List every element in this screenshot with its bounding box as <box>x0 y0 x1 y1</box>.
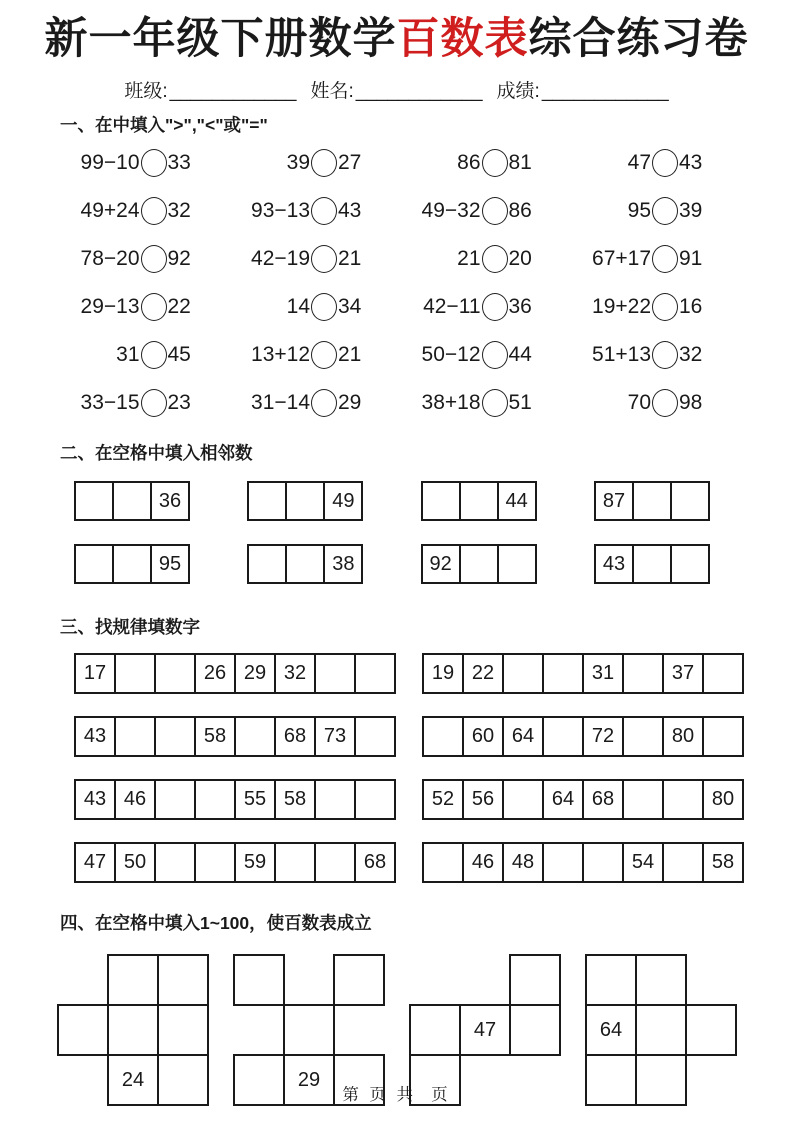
fill-cell[interactable] <box>194 779 236 820</box>
left-operand: 14 <box>286 294 310 318</box>
number-strip <box>421 481 537 521</box>
fill-cell[interactable] <box>662 779 704 820</box>
answer-circle[interactable] <box>311 245 337 273</box>
shape-gap <box>686 955 736 1005</box>
answer-circle[interactable] <box>141 197 167 225</box>
fill-cell[interactable] <box>112 544 152 584</box>
fill-cell[interactable] <box>622 716 664 757</box>
given-number-cell: 24 <box>108 1055 158 1105</box>
right-operand: 27 <box>338 150 362 174</box>
number-strip <box>74 544 190 584</box>
comparison-problem <box>234 197 405 224</box>
left-operand: 51+13 <box>592 342 651 366</box>
given-number-cell: 80 <box>662 716 704 757</box>
pattern-rows <box>0 653 793 883</box>
given-number-cell: 80 <box>702 779 744 820</box>
fill-cell[interactable] <box>285 481 325 521</box>
given-number-cell: 36 <box>150 481 190 521</box>
given-number-cell: 58 <box>194 716 236 757</box>
given-number-cell: 95 <box>150 544 190 584</box>
left-operand: 39 <box>286 150 310 174</box>
adjacent-number-row <box>74 544 710 584</box>
left-operand: 31 <box>116 342 140 366</box>
comparison-problem <box>63 245 234 272</box>
comparison-problem <box>63 197 234 224</box>
comparison-problem <box>234 149 405 176</box>
given-number-cell: 46 <box>114 779 156 820</box>
given-number-cell: 58 <box>702 842 744 883</box>
right-operand: 33 <box>167 150 191 174</box>
adjacent-number-rows <box>0 481 793 584</box>
number-strip <box>421 544 537 584</box>
right-operand: 32 <box>679 342 703 366</box>
right-operand: 43 <box>338 198 362 222</box>
fill-cell[interactable] <box>114 716 156 757</box>
given-number-cell: 38 <box>323 544 363 584</box>
given-number-cell: 17 <box>74 653 116 694</box>
shape-gap <box>284 955 334 1005</box>
given-number-cell: 72 <box>582 716 624 757</box>
left-operand: 29−13 <box>80 294 140 318</box>
left-operand: 93−13 <box>251 198 310 222</box>
left-operand: 47 <box>627 150 651 174</box>
name-field <box>310 76 482 103</box>
given-number-cell: 56 <box>462 779 504 820</box>
answer-circle[interactable] <box>482 197 508 225</box>
left-operand: 13+12 <box>251 342 310 366</box>
left-operand: 19+22 <box>592 294 651 318</box>
fill-cell[interactable] <box>582 842 624 883</box>
fill-cell[interactable] <box>314 842 356 883</box>
left-operand: 99−10 <box>80 150 140 174</box>
fill-cell[interactable] <box>108 955 158 1005</box>
page-footer: 第 页 共 页 <box>342 1086 451 1104</box>
number-strip <box>422 716 744 757</box>
fill-cell[interactable] <box>354 779 396 820</box>
fill-cell[interactable] <box>154 716 196 757</box>
given-number-cell: 47 <box>460 1005 510 1055</box>
answer-circle[interactable] <box>311 389 337 417</box>
fill-cell[interactable] <box>622 779 664 820</box>
fill-cell[interactable] <box>158 1005 208 1055</box>
fill-cell[interactable] <box>636 1005 686 1055</box>
section-four-heading: 四、在空格中填入1~100，使百数表成立 <box>60 913 372 934</box>
given-number-cell: 68 <box>354 842 396 883</box>
fill-cell[interactable] <box>502 779 544 820</box>
given-number-cell: 29 <box>284 1055 334 1105</box>
fill-cell[interactable] <box>158 955 208 1005</box>
answer-circle[interactable] <box>141 389 167 417</box>
right-operand: 86 <box>508 198 532 222</box>
fill-cell[interactable] <box>632 544 672 584</box>
answer-circle[interactable] <box>311 293 337 321</box>
answer-circle[interactable] <box>652 245 678 273</box>
comparison-problem <box>404 293 575 320</box>
given-number-cell: 64 <box>502 716 544 757</box>
comparison-problem <box>63 341 234 368</box>
shape-gap <box>234 1005 284 1055</box>
right-operand: 45 <box>167 342 191 366</box>
answer-circle[interactable] <box>652 389 678 417</box>
right-operand: 29 <box>338 390 362 414</box>
right-operand: 23 <box>167 390 191 414</box>
comparison-problem <box>575 149 746 176</box>
pattern-row <box>74 716 744 757</box>
answer-circle[interactable] <box>311 341 337 369</box>
fill-cell[interactable] <box>421 481 461 521</box>
comparison-problem <box>234 293 405 320</box>
answer-circle[interactable] <box>652 341 678 369</box>
left-operand: 38+18 <box>421 390 481 414</box>
right-operand: 43 <box>679 150 703 174</box>
comparison-problem <box>575 341 746 368</box>
given-number-cell: 37 <box>662 653 704 694</box>
answer-circle[interactable] <box>482 245 508 273</box>
fill-cell[interactable] <box>114 653 156 694</box>
right-operand: 98 <box>679 390 703 414</box>
fill-cell[interactable] <box>662 842 704 883</box>
fill-cell[interactable] <box>285 544 325 584</box>
given-number-cell: 55 <box>234 779 276 820</box>
fill-cell[interactable] <box>622 653 664 694</box>
comparison-problem <box>404 149 575 176</box>
given-number-cell: 87 <box>594 481 634 521</box>
right-operand: 32 <box>167 198 191 222</box>
left-operand: 86 <box>457 150 481 174</box>
given-number-cell: 43 <box>74 779 116 820</box>
fill-cell[interactable] <box>334 955 384 1005</box>
fill-cell[interactable] <box>670 481 710 521</box>
given-number-cell: 49 <box>323 481 363 521</box>
fill-cell[interactable] <box>459 544 499 584</box>
fill-cell[interactable] <box>702 653 744 694</box>
fill-cell[interactable] <box>154 653 196 694</box>
comparison-problem <box>575 389 746 416</box>
answer-circle[interactable] <box>141 341 167 369</box>
right-operand: 22 <box>167 294 191 318</box>
number-strip <box>74 481 190 521</box>
fill-cell[interactable] <box>410 1005 460 1055</box>
left-operand: 31−14 <box>251 390 310 414</box>
right-operand: 16 <box>679 294 703 318</box>
comparison-problem <box>404 341 575 368</box>
left-operand: 70 <box>627 390 651 414</box>
number-strip <box>74 653 396 694</box>
answer-circle[interactable] <box>141 149 167 177</box>
comparison-problem <box>234 341 405 368</box>
comparison-problem <box>575 245 746 272</box>
fill-cell[interactable] <box>702 716 744 757</box>
answer-circle[interactable] <box>311 149 337 177</box>
fill-cell[interactable] <box>74 544 114 584</box>
given-number-cell: 68 <box>274 716 316 757</box>
given-number-cell: 50 <box>114 842 156 883</box>
answer-circle[interactable] <box>652 197 678 225</box>
class-blank[interactable]: ____________ <box>169 81 297 103</box>
right-operand: 21 <box>338 342 362 366</box>
comparison-problem <box>234 389 405 416</box>
pattern-row <box>74 842 744 883</box>
given-number-cell: 48 <box>502 842 544 883</box>
given-number-cell: 29 <box>234 653 276 694</box>
given-number-cell: 73 <box>314 716 356 757</box>
fill-cell[interactable] <box>194 842 236 883</box>
fill-cell[interactable] <box>510 1005 560 1055</box>
comparison-problem <box>63 389 234 416</box>
fill-cell[interactable] <box>497 544 537 584</box>
right-operand: 34 <box>338 294 362 318</box>
given-number-cell: 58 <box>274 779 316 820</box>
answer-circle[interactable] <box>652 293 678 321</box>
right-operand: 36 <box>508 294 532 318</box>
given-number-cell: 60 <box>462 716 504 757</box>
left-operand: 78−20 <box>80 246 140 270</box>
fill-cell[interactable] <box>247 544 287 584</box>
given-number-cell: 44 <box>497 481 537 521</box>
fill-cell[interactable] <box>422 842 464 883</box>
fill-cell[interactable] <box>234 716 276 757</box>
right-operand: 39 <box>679 198 703 222</box>
comparison-problem <box>575 293 746 320</box>
class-label: 班级: <box>124 81 168 103</box>
comparison-problem <box>404 245 575 272</box>
fill-cell[interactable] <box>234 955 284 1005</box>
section-two-heading: 二、在空格中填入相邻数 <box>60 443 253 464</box>
comparison-problem <box>404 197 575 224</box>
given-number-cell: 31 <box>582 653 624 694</box>
answer-circle[interactable] <box>482 341 508 369</box>
answer-circle[interactable] <box>141 245 167 273</box>
left-operand: 49+24 <box>80 198 140 222</box>
comparison-problem <box>575 197 746 224</box>
fill-cell[interactable] <box>542 716 584 757</box>
answer-circle[interactable] <box>311 197 337 225</box>
fill-cell[interactable] <box>586 955 636 1005</box>
left-operand: 49−32 <box>421 198 481 222</box>
number-strip <box>247 481 363 521</box>
answer-circle[interactable] <box>482 389 508 417</box>
fill-cell[interactable] <box>636 955 686 1005</box>
answer-circle[interactable] <box>482 149 508 177</box>
comparison-problem <box>404 389 575 416</box>
given-number-cell: 43 <box>594 544 634 584</box>
right-operand: 92 <box>167 246 191 270</box>
comparison-problem <box>234 245 405 272</box>
fill-cell[interactable] <box>154 842 196 883</box>
section-one-heading: 一、在中填入">","<"或"=" <box>60 115 268 136</box>
answer-circle[interactable] <box>482 293 508 321</box>
given-number-cell: 92 <box>421 544 461 584</box>
left-operand: 67+17 <box>592 246 651 270</box>
left-operand: 95 <box>627 198 651 222</box>
given-number-cell: 52 <box>422 779 464 820</box>
shape-gap <box>58 955 108 1005</box>
right-operand: 91 <box>679 246 703 270</box>
fill-cell[interactable] <box>510 955 560 1005</box>
number-strip <box>422 842 744 883</box>
left-operand: 50−12 <box>421 342 481 366</box>
left-operand: 21 <box>457 246 481 270</box>
section-three-heading: 三、找规律填数字 <box>60 617 200 638</box>
fill-cell[interactable] <box>284 1005 334 1055</box>
title-highlight: 百数表 <box>396 15 529 63</box>
fill-cell[interactable] <box>459 481 499 521</box>
fill-cell[interactable] <box>314 653 356 694</box>
class-field <box>124 76 296 103</box>
fill-cell[interactable] <box>422 716 464 757</box>
given-number-cell: 64 <box>586 1005 636 1055</box>
fill-cell[interactable] <box>354 653 396 694</box>
left-operand: 33−15 <box>80 390 140 414</box>
fill-cell[interactable] <box>502 653 544 694</box>
fill-cell[interactable] <box>247 481 287 521</box>
answer-circle[interactable] <box>141 293 167 321</box>
comparison-problem <box>63 149 234 176</box>
shape-gap <box>410 955 460 1005</box>
right-operand: 21 <box>338 246 362 270</box>
given-number-cell: 26 <box>194 653 236 694</box>
name-blank[interactable]: ____________ <box>355 81 483 103</box>
adjacent-number-row <box>74 481 710 521</box>
answer-circle[interactable] <box>652 149 678 177</box>
given-number-cell: 59 <box>234 842 276 883</box>
title-prefix: 新一年级下册数学 <box>44 15 397 63</box>
number-strip <box>74 779 396 820</box>
title-suffix: 综合练习卷 <box>528 15 749 63</box>
number-strip <box>247 544 363 584</box>
left-operand: 42−11 <box>423 294 481 318</box>
number-strip <box>594 544 710 584</box>
given-number-cell: 54 <box>622 842 664 883</box>
right-operand: 44 <box>508 342 532 366</box>
fill-cell[interactable] <box>314 779 356 820</box>
given-number-cell: 19 <box>422 653 464 694</box>
score-label: 成绩: <box>496 81 540 103</box>
number-strip <box>422 653 744 694</box>
right-operand: 51 <box>508 390 532 414</box>
score-blank[interactable]: ____________ <box>541 81 669 103</box>
given-number-cell: 47 <box>74 842 116 883</box>
comparison-grid <box>63 149 745 416</box>
fill-cell[interactable] <box>542 653 584 694</box>
number-strip <box>74 842 396 883</box>
fill-cell[interactable] <box>108 1005 158 1055</box>
left-operand: 42−19 <box>251 246 310 270</box>
fill-cell[interactable] <box>542 842 584 883</box>
fill-cell[interactable] <box>58 1005 108 1055</box>
number-strip <box>422 779 744 820</box>
given-number-cell: 32 <box>274 653 316 694</box>
fill-cell[interactable] <box>686 1005 736 1055</box>
fill-cell[interactable] <box>154 779 196 820</box>
given-number-cell: 46 <box>462 842 504 883</box>
fill-cell[interactable] <box>354 716 396 757</box>
given-number-cell: 64 <box>542 779 584 820</box>
given-number-cell: 68 <box>582 779 624 820</box>
page-title <box>10 16 783 63</box>
student-info-row <box>0 76 793 103</box>
fill-cell[interactable] <box>670 544 710 584</box>
comparison-problem <box>63 293 234 320</box>
right-operand: 20 <box>508 246 532 270</box>
fill-cell[interactable] <box>112 481 152 521</box>
right-operand: 81 <box>508 150 532 174</box>
shape-gap <box>334 1005 384 1055</box>
given-number-cell: 22 <box>462 653 504 694</box>
fill-cell[interactable] <box>74 481 114 521</box>
pattern-row <box>74 653 744 694</box>
fill-cell[interactable] <box>632 481 672 521</box>
fill-cell[interactable] <box>274 842 316 883</box>
pattern-row <box>74 779 744 820</box>
number-strip <box>594 481 710 521</box>
given-number-cell: 43 <box>74 716 116 757</box>
shape-gap <box>460 955 510 1005</box>
score-field <box>497 76 669 103</box>
number-strip <box>74 716 396 757</box>
name-label: 姓名: <box>310 81 354 103</box>
